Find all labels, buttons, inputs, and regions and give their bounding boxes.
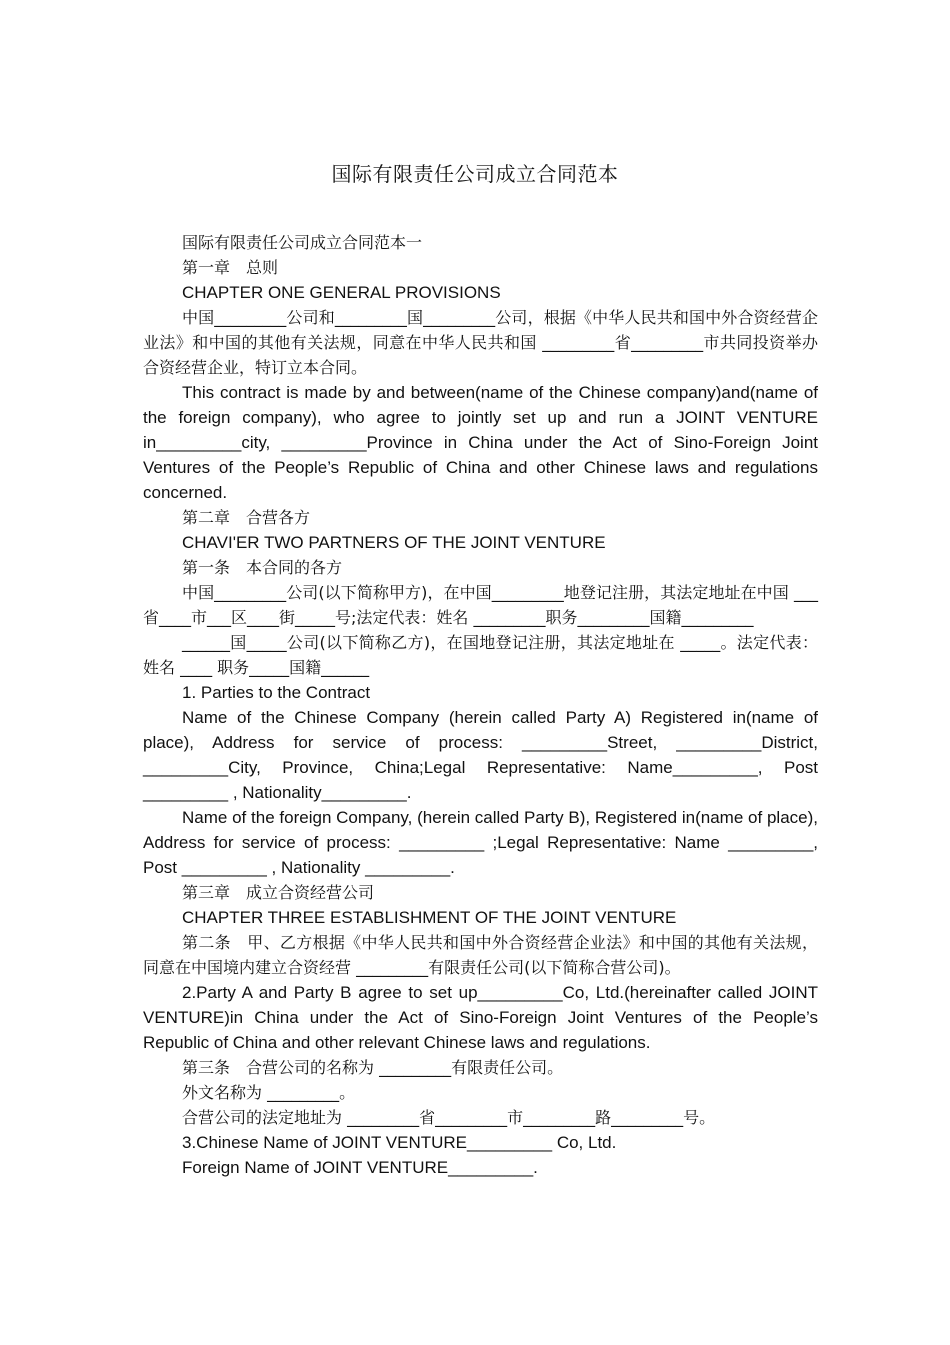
paragraph-en: 2.Party A and Party B agree to set up_________Co, Ltd.(hereinafter called JOINT VENTURE)in China under the Act of Sino-Foreign Joint Ventures of the People’s Republic of China and other relevant Chinese laws and regulations. — [143, 983, 818, 1052]
paragraph: 第二条 甲、乙方根据《中华人民共和国中外合资经营企业法》和中国的其他有关法规，同意在中国境内建立合资经营 _________有限责任公司(以下简称合营公司)。 — [143, 933, 818, 977]
chapter-heading-en: CHAPTER ONE GENERAL PROVISIONS — [182, 283, 501, 302]
document-body — [143, 230, 818, 1180]
chapter-heading: 第二章 合营各方 — [182, 508, 311, 527]
chapter-heading: 第一章 总则 — [182, 258, 279, 277]
article-heading: 第一条 本合同的各方 — [182, 558, 343, 577]
paragraph: 中国_________公司(以下简称甲方)，在中国_________地登记注册，其法定地址在中国 ___省____市___区____街_____号;法定代表：姓名 _________职务_________国籍_________ — [143, 583, 818, 627]
paragraph: 国际有限责任公司成立合同范本一 — [182, 233, 423, 252]
paragraph: ______国_____公司(以下简称乙方)，在国地登记注册，其法定地址在 _____。法定代表：姓名 ____ 职务_____国籍______ — [143, 633, 818, 677]
paragraph-en: Name of the Chinese Company (herein called Party A) Registered in(name of place), Address for service of process: _________Street, _________District, _________City, Province, China;Legal Representative: Name_________, Post _________ , Nationality_________. — [143, 708, 818, 802]
chapter-heading-en: CHAPTER THREE ESTABLISHMENT OF THE JOINT VENTURE — [182, 908, 677, 927]
paragraph-en: Name of the foreign Company, (herein called Party B), Registered in(name of place), Address for service of process: _________ ;Legal Representative: Name _________, Post _________ , Nationality _________. — [143, 808, 818, 877]
chapter-heading-en: CHAVI'ER TWO PARTNERS OF THE JOINT VENTURE — [182, 533, 606, 552]
paragraph: 中国_________公司和_________国_________公司，根据《中华人民共和国中外合资经营企业法》和中国的其他有关法规，同意在中华人民共和国 _________省_________市共同投资举办合资经营企业，特订立本合同。 — [143, 308, 818, 377]
paragraph-en: 3.Chinese Name of JOINT VENTURE_________ Co, Ltd. — [182, 1133, 617, 1152]
paragraph-en: Foreign Name of JOINT VENTURE_________. — [182, 1158, 538, 1177]
article-heading-en: 1. Parties to the Contract — [182, 683, 371, 702]
paragraph: 合营公司的法定地址为 _________省_________市_________路_________号。 — [182, 1108, 716, 1127]
document-title: 国际有限责任公司成立合同范本 — [331, 162, 619, 186]
paragraph-en: This contract is made by and between(name of the Chinese company)and(name of the foreign company), who agree to jointly set up and run a JOINT VENTURE in_________city, _________Province in China under the Act of Sino-Foreign Joint Ventures of the People’s Republic of China and other Chinese laws and regulations concerned. — [143, 383, 818, 502]
paragraph: 外文名称为 _________。 — [182, 1083, 356, 1102]
chapter-heading: 第三章 成立合资经营公司 — [182, 883, 375, 902]
paragraph: 第三条 合营公司的名称为 _________有限责任公司。 — [182, 1058, 564, 1077]
